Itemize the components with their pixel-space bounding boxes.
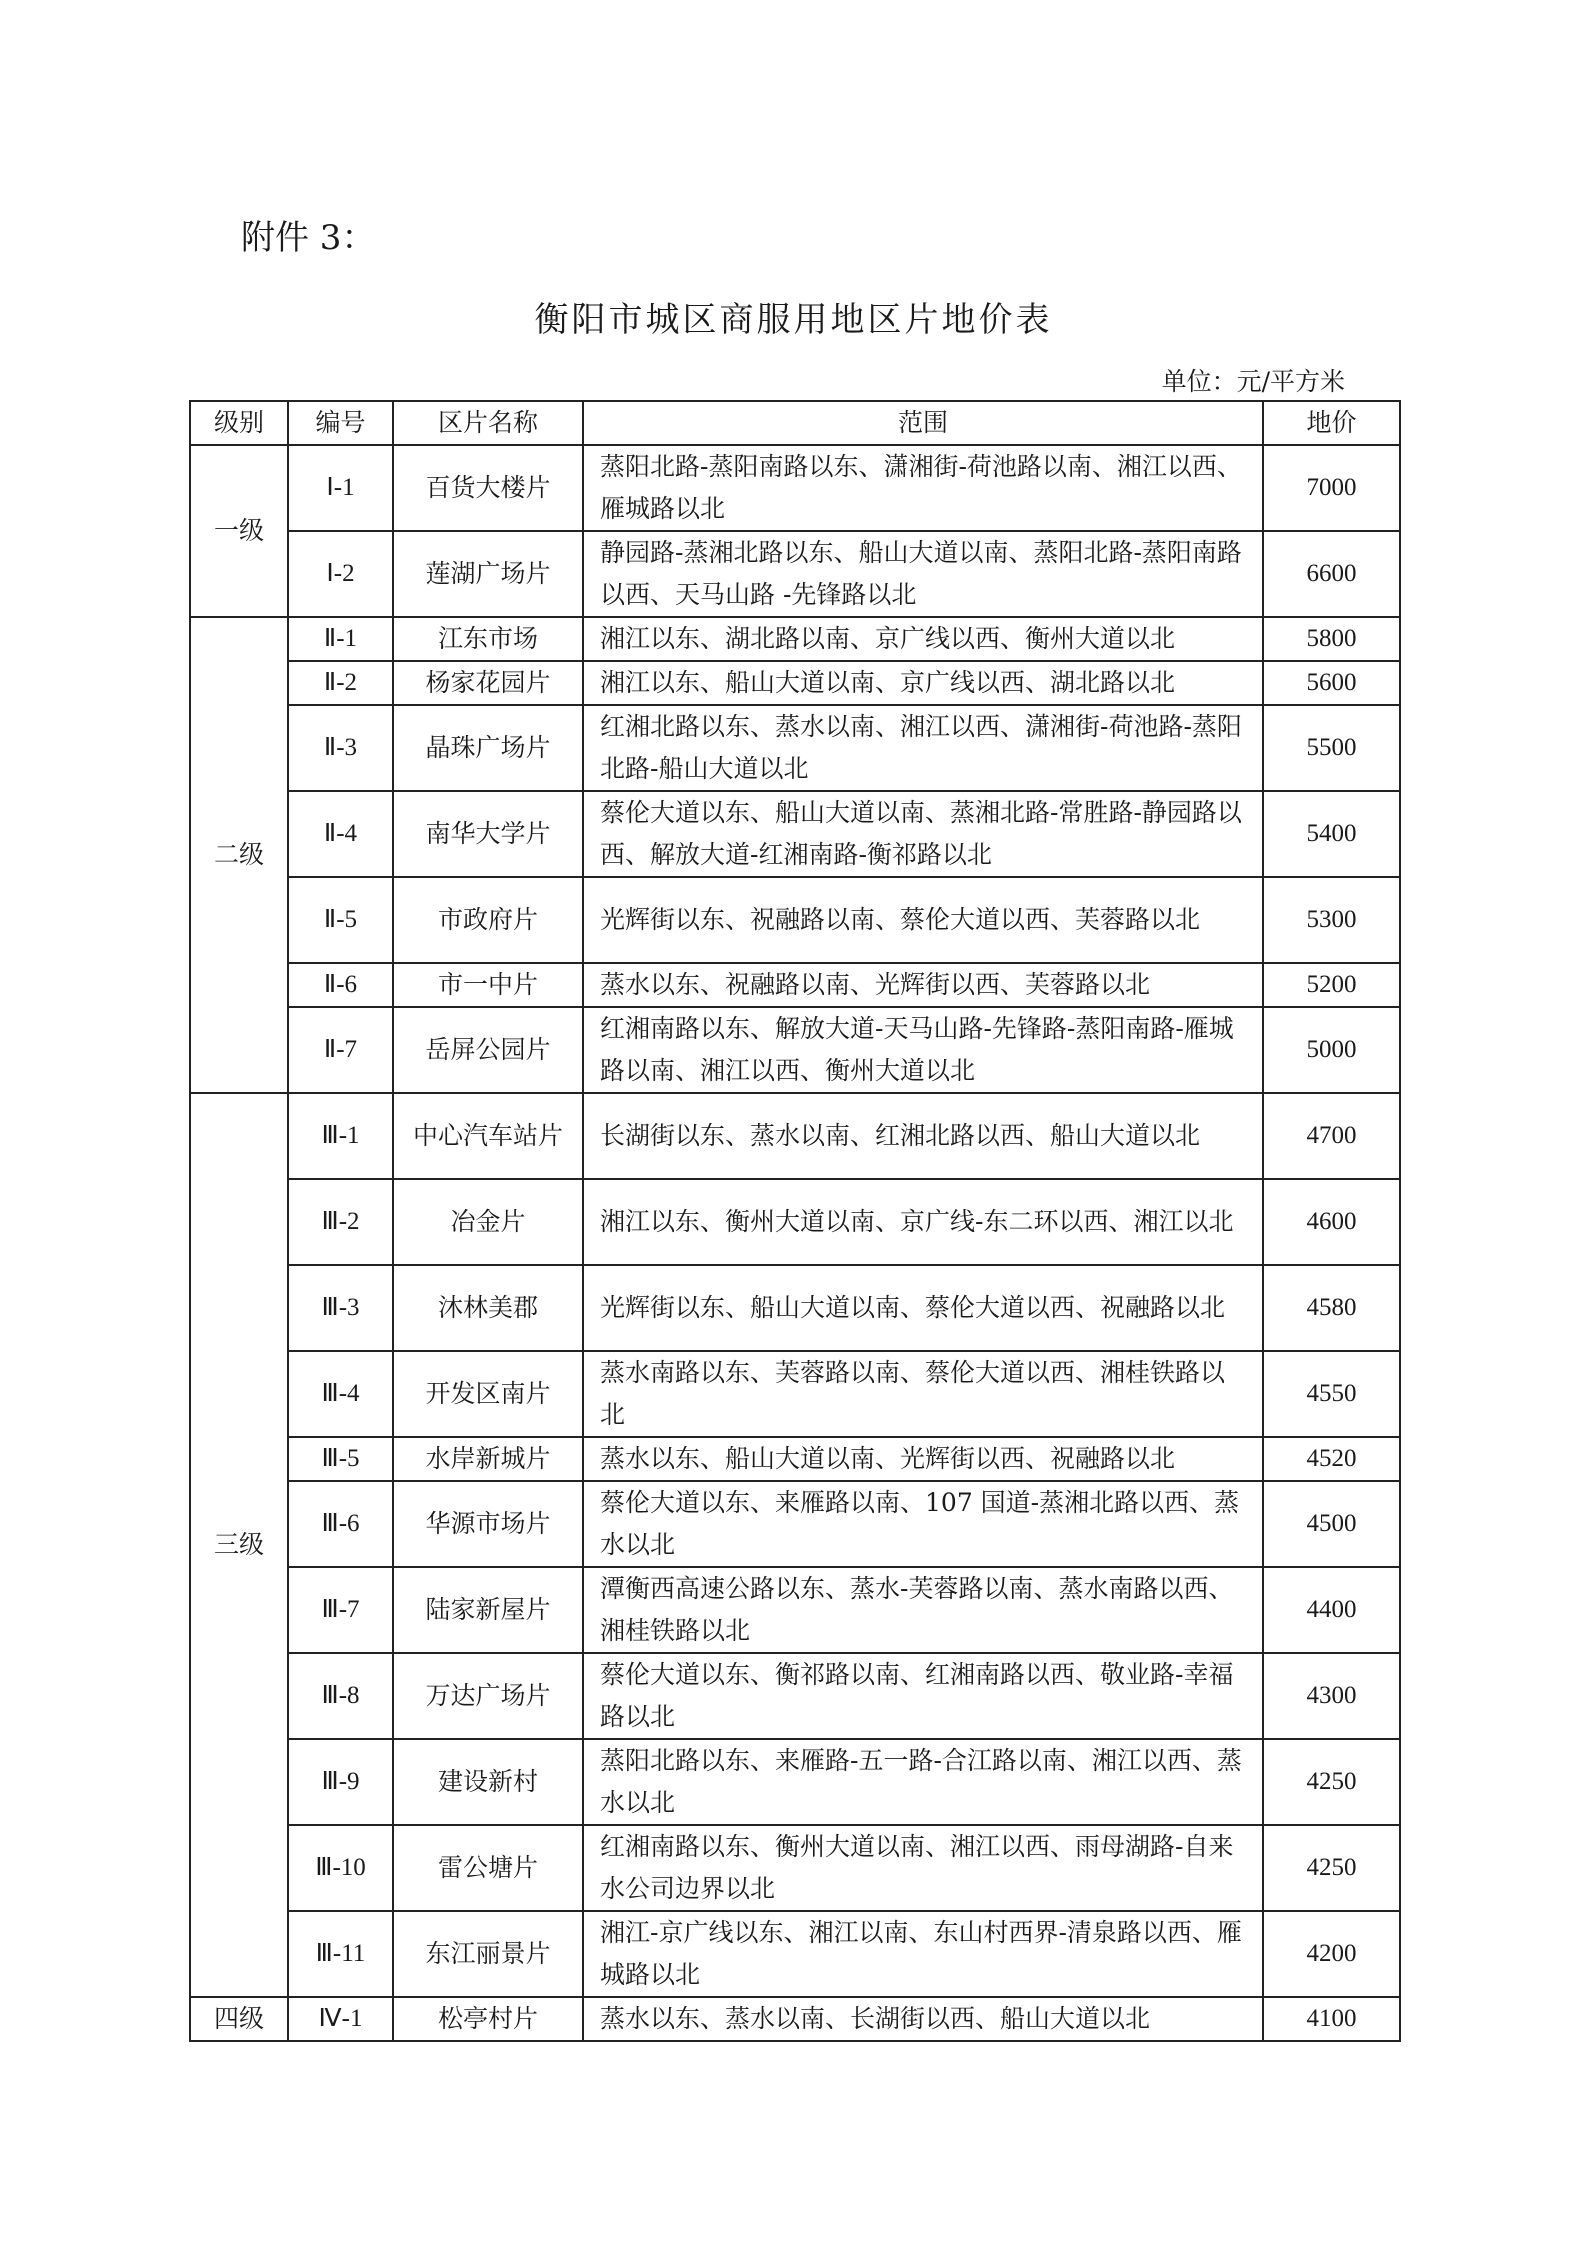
name-cell: 南华大学片 — [393, 791, 583, 877]
range-cell: 红湘南路以东、衡州大道以南、湘江以西、雨母湖路-自来水公司边界以北 — [583, 1825, 1263, 1911]
header-range: 范围 — [583, 401, 1263, 445]
code-cell: Ⅱ-1 — [288, 617, 393, 661]
range-cell: 光辉街以东、船山大道以南、蔡伦大道以西、祝融路以北 — [583, 1265, 1263, 1351]
price-cell: 7000 — [1263, 445, 1400, 531]
price-cell: 4600 — [1263, 1179, 1400, 1265]
range-cell: 蔡伦大道以东、来雁路以南、107 国道-蒸湘北路以西、蒸水以北 — [583, 1481, 1263, 1567]
table-row — [190, 445, 1400, 531]
attachment-label: 附件 3： — [241, 218, 376, 258]
name-cell: 开发区南片 — [393, 1351, 583, 1437]
name-cell: 冶金片 — [393, 1179, 583, 1265]
price-cell: 4520 — [1263, 1437, 1400, 1481]
table-row — [190, 661, 1400, 705]
price-cell: 4580 — [1263, 1265, 1400, 1351]
code-cell: Ⅱ-4 — [288, 791, 393, 877]
range-cell: 光辉街以东、祝融路以南、蔡伦大道以西、芙蓉路以北 — [583, 877, 1263, 963]
page-title: 衡阳市城区商服用地区片地价表 — [534, 300, 1053, 340]
range-cell: 蔡伦大道以东、船山大道以南、蒸湘北路-常胜路-静园路以西、解放大道-红湘南路-衡祁路以北 — [583, 791, 1263, 877]
code-cell: Ⅱ-6 — [288, 963, 393, 1007]
name-cell: 岳屏公园片 — [393, 1007, 583, 1093]
land-price-table — [189, 400, 1401, 2042]
name-cell: 杨家花园片 — [393, 661, 583, 705]
range-cell: 静园路-蒸湘北路以东、船山大道以南、蒸阳北路-蒸阳南路以西、天马山路 -先锋路以北 — [583, 531, 1263, 617]
price-cell: 6600 — [1263, 531, 1400, 617]
name-cell: 万达广场片 — [393, 1653, 583, 1739]
price-cell: 5600 — [1263, 661, 1400, 705]
name-cell: 沐林美郡 — [393, 1265, 583, 1351]
table-row — [190, 1179, 1400, 1265]
table-header-row — [190, 401, 1400, 445]
level-cell: 三级 — [190, 1093, 288, 1997]
name-cell: 华源市场片 — [393, 1481, 583, 1567]
code-cell: Ⅲ-2 — [288, 1179, 393, 1265]
table-row — [190, 1653, 1400, 1739]
price-cell: 4250 — [1263, 1825, 1400, 1911]
name-cell: 松亭村片 — [393, 1997, 583, 2041]
range-cell: 蒸水以东、祝融路以南、光辉街以西、芙蓉路以北 — [583, 963, 1263, 1007]
range-cell: 蒸水以东、蒸水以南、长湖街以西、船山大道以北 — [583, 1997, 1263, 2041]
range-cell: 长湖街以东、蒸水以南、红湘北路以西、船山大道以北 — [583, 1093, 1263, 1179]
code-cell: Ⅲ-3 — [288, 1265, 393, 1351]
code-cell: Ⅱ-3 — [288, 705, 393, 791]
name-cell: 市政府片 — [393, 877, 583, 963]
table-row — [190, 531, 1400, 617]
range-cell: 蒸水南路以东、芙蓉路以南、蔡伦大道以西、湘桂铁路以北 — [583, 1351, 1263, 1437]
code-cell: Ⅱ-7 — [288, 1007, 393, 1093]
range-cell: 湘江-京广线以东、湘江以南、东山村西界-清泉路以西、雁城路以北 — [583, 1911, 1263, 1997]
price-cell: 4550 — [1263, 1351, 1400, 1437]
name-cell: 中心汽车站片 — [393, 1093, 583, 1179]
name-cell: 建设新村 — [393, 1739, 583, 1825]
code-cell: Ⅲ-5 — [288, 1437, 393, 1481]
level-cell: 二级 — [190, 617, 288, 1093]
code-cell: Ⅳ-1 — [288, 1997, 393, 2041]
code-cell: Ⅲ-9 — [288, 1739, 393, 1825]
range-cell: 蔡伦大道以东、衡祁路以南、红湘南路以西、敬业路-幸福路以北 — [583, 1653, 1263, 1739]
range-cell: 蒸阳北路-蒸阳南路以东、潇湘街-荷池路以南、湘江以西、雁城路以北 — [583, 445, 1263, 531]
code-cell: Ⅱ-2 — [288, 661, 393, 705]
price-cell: 5400 — [1263, 791, 1400, 877]
name-cell: 莲湖广场片 — [393, 531, 583, 617]
name-cell: 东江丽景片 — [393, 1911, 583, 1997]
table-row — [190, 1825, 1400, 1911]
table-row — [190, 963, 1400, 1007]
unit-label: 单位：元/平方米 — [1161, 367, 1345, 396]
code-cell: Ⅲ-10 — [288, 1825, 393, 1911]
table-row — [190, 1997, 1400, 2041]
range-cell: 湘江以东、船山大道以南、京广线以西、湖北路以北 — [583, 661, 1263, 705]
code-cell: Ⅲ-7 — [288, 1567, 393, 1653]
table-row — [190, 877, 1400, 963]
code-cell: Ⅱ-5 — [288, 877, 393, 963]
price-cell: 4700 — [1263, 1093, 1400, 1179]
name-cell: 市一中片 — [393, 963, 583, 1007]
table-row — [190, 1567, 1400, 1653]
table-row — [190, 791, 1400, 877]
level-cell: 一级 — [190, 445, 288, 617]
price-cell: 4200 — [1263, 1911, 1400, 1997]
table-row — [190, 1351, 1400, 1437]
range-cell: 潭衡西高速公路以东、蒸水-芙蓉路以南、蒸水南路以西、湘桂铁路以北 — [583, 1567, 1263, 1653]
header-name: 区片名称 — [393, 401, 583, 445]
price-cell: 5500 — [1263, 705, 1400, 791]
table-row — [190, 1481, 1400, 1567]
table-row — [190, 1739, 1400, 1825]
code-cell: Ⅰ-2 — [288, 531, 393, 617]
name-cell: 陆家新屋片 — [393, 1567, 583, 1653]
price-cell: 5300 — [1263, 877, 1400, 963]
table-row — [190, 617, 1400, 661]
price-cell: 5800 — [1263, 617, 1400, 661]
level-cell: 四级 — [190, 1997, 288, 2041]
price-cell: 4300 — [1263, 1653, 1400, 1739]
table-row — [190, 705, 1400, 791]
name-cell: 雷公塘片 — [393, 1825, 583, 1911]
range-cell: 蒸阳北路以东、来雁路-五一路-合江路以南、湘江以西、蒸水以北 — [583, 1739, 1263, 1825]
table-row — [190, 1437, 1400, 1481]
range-cell: 红湘南路以东、解放大道-天马山路-先锋路-蒸阳南路-雁城路以南、湘江以西、衡州大道以北 — [583, 1007, 1263, 1093]
table-row — [190, 1265, 1400, 1351]
code-cell: Ⅰ-1 — [288, 445, 393, 531]
code-cell: Ⅲ-4 — [288, 1351, 393, 1437]
name-cell: 水岸新城片 — [393, 1437, 583, 1481]
header-code: 编号 — [288, 401, 393, 445]
name-cell: 晶珠广场片 — [393, 705, 583, 791]
table-row — [190, 1007, 1400, 1093]
price-cell: 5000 — [1263, 1007, 1400, 1093]
name-cell: 江东市场 — [393, 617, 583, 661]
price-cell: 5200 — [1263, 963, 1400, 1007]
price-cell: 4400 — [1263, 1567, 1400, 1653]
range-cell: 湘江以东、衡州大道以南、京广线-东二环以西、湘江以北 — [583, 1179, 1263, 1265]
price-cell: 4100 — [1263, 1997, 1400, 2041]
range-cell: 蒸水以东、船山大道以南、光辉街以西、祝融路以北 — [583, 1437, 1263, 1481]
code-cell: Ⅲ-8 — [288, 1653, 393, 1739]
price-cell: 4250 — [1263, 1739, 1400, 1825]
header-price: 地价 — [1263, 401, 1400, 445]
table-row — [190, 1911, 1400, 1997]
code-cell: Ⅲ-11 — [288, 1911, 393, 1997]
price-cell: 4500 — [1263, 1481, 1400, 1567]
range-cell: 红湘北路以东、蒸水以南、湘江以西、潇湘街-荷池路-蒸阳北路-船山大道以北 — [583, 705, 1263, 791]
code-cell: Ⅲ-1 — [288, 1093, 393, 1179]
table-row — [190, 1093, 1400, 1179]
code-cell: Ⅲ-6 — [288, 1481, 393, 1567]
name-cell: 百货大楼片 — [393, 445, 583, 531]
header-level: 级别 — [190, 401, 288, 445]
range-cell: 湘江以东、湖北路以南、京广线以西、衡州大道以北 — [583, 617, 1263, 661]
